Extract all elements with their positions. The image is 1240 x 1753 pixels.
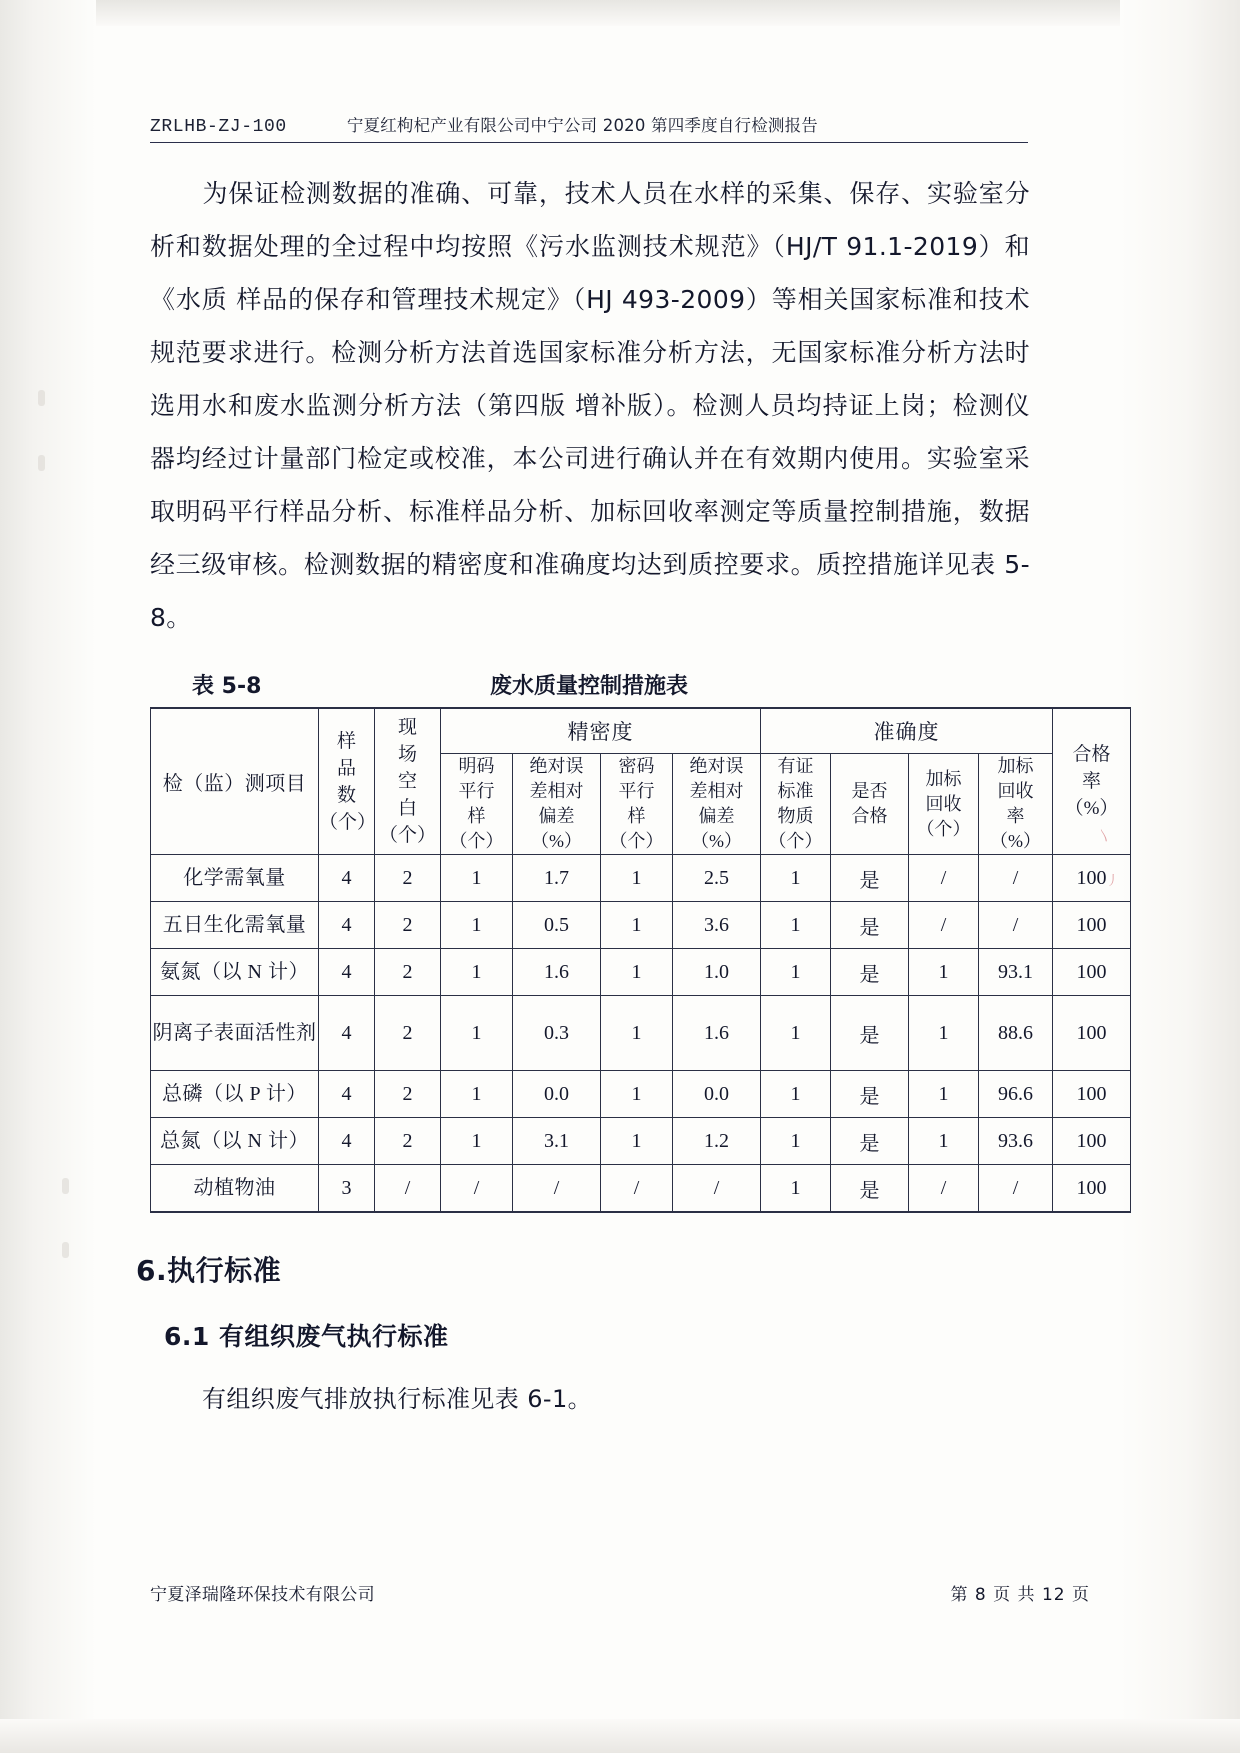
body-paragraph [150, 167, 1030, 644]
column-header-spike-recovery [979, 754, 1053, 855]
row-item-name: 化学需氧量 [151, 855, 319, 902]
row-item-name: 总氮（以 N 计） [151, 1118, 319, 1165]
group-header-accuracy: 准确度 [761, 708, 1053, 754]
cell-spike-recovery: 93.1 [979, 949, 1053, 996]
table-caption [150, 669, 1030, 703]
cell-crm: 1 [761, 855, 831, 902]
cell-pass-rate: 100 [1053, 996, 1131, 1071]
cell-open-rel-dev: 0.5 [513, 902, 601, 949]
blind-parallel-unit: （个） [609, 831, 664, 851]
field-blank-unit: （个） [378, 825, 436, 846]
cell-open-parallel: 1 [441, 1071, 513, 1118]
cell-sample-count: 3 [319, 1165, 375, 1213]
cell-blind-parallel: 1 [601, 1071, 673, 1118]
blind-parallel-line-1: 密码 [618, 756, 655, 776]
cell-spike-recovery: / [979, 902, 1053, 949]
red-ink-mark: 〵 [1098, 829, 1112, 844]
open-rel-dev-unit: （%） [531, 831, 582, 851]
spike-count-line-1: 加标 [925, 768, 962, 789]
cell-sample-count: 4 [319, 1118, 375, 1165]
cell-sample-count: 4 [319, 996, 375, 1071]
section-heading-6-1: 6.1 有组织废气执行标准 [164, 1322, 449, 1351]
row-item-name: 五日生化需氧量 [151, 902, 319, 949]
pass-rate-line-2: 率 [1081, 771, 1101, 792]
crm-line-2: 标准 [777, 781, 814, 801]
cell-pass-rate: 100 [1053, 949, 1131, 996]
table-row [151, 902, 1131, 949]
cell-qualified: 是 [831, 1165, 909, 1213]
sample-count-char-2: 品 [336, 757, 356, 779]
column-header-blind-rel-dev [673, 754, 761, 855]
blind-rel-dev-line-1: 绝对误 [689, 756, 744, 776]
cell-qualified: 是 [831, 855, 909, 902]
cell-spike-count: 1 [909, 949, 979, 996]
section-6-1-paragraph: 有组织废气排放执行标准见表 6-1。 [202, 1385, 593, 1413]
cell-crm: 1 [761, 949, 831, 996]
cell-pass-rate: 100 [1053, 1118, 1131, 1165]
field-blank-char-1: 现 [397, 717, 417, 738]
page-footer [150, 1580, 1090, 1605]
cell-qualified: 是 [831, 1118, 909, 1165]
cell-blind-parallel: 1 [601, 996, 673, 1071]
cell-blind-rel-dev: / [673, 1165, 761, 1213]
cell-field-blank: 2 [375, 949, 441, 996]
binding-hole [62, 1242, 69, 1258]
cell-blind-parallel: / [601, 1165, 673, 1213]
table-title: 废水质量控制措施表 [490, 674, 689, 699]
column-header-sample-count [319, 708, 375, 855]
column-header-spike-count [909, 754, 979, 855]
column-header-pass-rate [1053, 708, 1131, 855]
open-parallel-line-1: 明码 [458, 756, 495, 776]
cell-blind-rel-dev: 1.0 [673, 949, 761, 996]
cell-crm: 1 [761, 996, 831, 1071]
cell-field-blank: 2 [375, 855, 441, 902]
spike-recovery-line-3: 率 [1006, 806, 1025, 826]
sample-count-char-3: 数 [336, 784, 356, 806]
cell-blind-rel-dev: 2.5 [673, 855, 761, 902]
table-row [151, 1071, 1131, 1118]
cell-open-parallel: 1 [441, 1118, 513, 1165]
quality-control-table [150, 707, 1131, 1213]
cell-open-parallel: 1 [441, 996, 513, 1071]
cell-pass-rate: 100 [1053, 1165, 1131, 1213]
cell-pass-rate: 100 [1053, 1071, 1131, 1118]
open-parallel-line-2: 平行 [458, 781, 495, 801]
cell-blind-rel-dev: 1.6 [673, 996, 761, 1071]
field-blank-char-3: 空 [397, 771, 417, 792]
table-row [151, 996, 1131, 1071]
row-item-name: 氨氮（以 N 计） [151, 949, 319, 996]
qualified-line-2: 合格 [851, 806, 888, 826]
binding-hole [38, 455, 45, 471]
open-rel-dev-line-2: 差相对 [529, 781, 584, 801]
sample-count-unit: （个） [319, 811, 377, 833]
spike-recovery-unit: （%） [990, 831, 1041, 851]
spike-count-unit: （个） [916, 818, 971, 839]
cell-qualified: 是 [831, 949, 909, 996]
cell-pass-rate: 100 [1053, 855, 1131, 902]
cell-sample-count: 4 [319, 949, 375, 996]
column-header-blind-parallel [601, 754, 673, 855]
cell-spike-recovery: / [979, 1165, 1053, 1213]
page-content [136, 112, 1119, 1414]
section-heading-6: 6.执行标准 [136, 1254, 282, 1287]
column-header-field-blank [375, 708, 441, 855]
crm-unit: （个） [768, 831, 823, 851]
spike-recovery-line-2: 回收 [997, 781, 1034, 801]
table-row [151, 1118, 1131, 1165]
cell-sample-count: 4 [319, 1071, 375, 1118]
binding-hole [62, 1178, 69, 1194]
body-paragraph-text: 为保证检测数据的准确、可靠，技术人员在水样的采集、保存、实验室分析和数据处理的全过程中均按照《污水监测技术规范》（HJ/T 91.1-2019）和《水质 样品的保存和管理技术规定》（HJ 493-2009）等相关国家标准和技术规范要求进行。检测分析方法首选国家标准分析方法，无国家标准分析方法时选用水和废水监测分析方法（第四版 增补版）。检测人员均持证上岗；检测仪器均经过计量部门检定或校准，本公司进行确认并在有效期内使用。实验室采取明码平行样品分析、标准样品分析、加标回收率测定等质量控制措施，数据经三级审核。检测数据的精密度和准确度均达到质控要求。质控措施详见表 5-8。 [150, 179, 1030, 632]
scan-edge-bottom [0, 1719, 1240, 1753]
column-header-qualified [831, 754, 909, 855]
scan-edge-top [0, 0, 1240, 26]
cell-sample-count: 4 [319, 902, 375, 949]
cell-qualified: 是 [831, 902, 909, 949]
blind-parallel-line-2: 平行 [618, 781, 655, 801]
cell-blind-parallel: 1 [601, 949, 673, 996]
column-header-item: 检（监）测项目 [151, 708, 319, 855]
cell-pass-rate: 100 [1053, 902, 1131, 949]
pass-rate-unit: （%） [1064, 798, 1119, 819]
column-header-open-parallel [441, 754, 513, 855]
footer-company: 宁夏泽瑞隆环保技术有限公司 [150, 1585, 375, 1605]
sample-count-char-1: 样 [336, 730, 356, 752]
cell-open-rel-dev: 3.1 [513, 1118, 601, 1165]
row-item-name: 总磷（以 P 计） [151, 1071, 319, 1118]
cell-spike-count: 1 [909, 1071, 979, 1118]
cell-open-rel-dev: 1.7 [513, 855, 601, 902]
cell-sample-count: 4 [319, 855, 375, 902]
cell-open-parallel: / [441, 1165, 513, 1213]
running-header [150, 112, 1028, 143]
table-row [151, 949, 1131, 996]
crm-line-3: 物质 [777, 806, 814, 826]
blind-rel-dev-line-2: 差相对 [689, 781, 744, 801]
cell-crm: 1 [761, 1071, 831, 1118]
column-header-crm [761, 754, 831, 855]
open-parallel-unit: （个） [449, 831, 504, 851]
cell-spike-count: 1 [909, 1118, 979, 1165]
row-item-name: 阴离子表面活性剂 [151, 996, 319, 1071]
document-code: ZRLHB-ZJ-100 [150, 117, 287, 137]
cell-open-parallel: 1 [441, 902, 513, 949]
open-rel-dev-line-3: 偏差 [538, 806, 575, 826]
cell-field-blank: 2 [375, 1118, 441, 1165]
cell-spike-count: / [909, 902, 979, 949]
cell-crm: 1 [761, 1165, 831, 1213]
cell-open-rel-dev: 0.0 [513, 1071, 601, 1118]
cell-field-blank: 2 [375, 1071, 441, 1118]
footer-page-number: 第 8 页 共 12 页 [950, 1585, 1090, 1605]
cell-open-rel-dev: 1.6 [513, 949, 601, 996]
table-row [151, 1165, 1131, 1213]
cell-spike-recovery: 93.6 [979, 1118, 1053, 1165]
scan-edge-left [0, 0, 96, 1753]
cell-field-blank: / [375, 1165, 441, 1213]
field-blank-char-4: 白 [397, 798, 417, 819]
cell-spike-count: / [909, 1165, 979, 1213]
cell-open-rel-dev: / [513, 1165, 601, 1213]
blind-rel-dev-unit: （%） [691, 831, 742, 851]
cell-open-parallel: 1 [441, 855, 513, 902]
row-item-name: 动植物油 [151, 1165, 319, 1213]
cell-open-rel-dev: 0.3 [513, 996, 601, 1071]
cell-blind-rel-dev: 3.6 [673, 902, 761, 949]
scan-edge-right [1120, 0, 1240, 1753]
cell-blind-parallel: 1 [601, 902, 673, 949]
field-blank-char-2: 场 [397, 744, 417, 765]
cell-open-parallel: 1 [441, 949, 513, 996]
group-header-precision: 精密度 [441, 708, 761, 754]
report-title: 宁夏红枸杞产业有限公司中宁公司 2020 第四季度自行检测报告 [346, 116, 819, 135]
cell-blind-rel-dev: 0.0 [673, 1071, 761, 1118]
cell-field-blank: 2 [375, 996, 441, 1071]
crm-line-1: 有证 [777, 756, 814, 776]
cell-qualified: 是 [831, 996, 909, 1071]
blind-parallel-line-3: 样 [627, 806, 646, 826]
cell-qualified: 是 [831, 1071, 909, 1118]
blind-rel-dev-line-3: 偏差 [698, 806, 735, 826]
qualified-line-1: 是否 [851, 781, 888, 801]
cell-blind-parallel: 1 [601, 1118, 673, 1165]
binding-hole [38, 390, 45, 406]
open-rel-dev-line-1: 绝对误 [529, 756, 584, 776]
cell-spike-count: / [909, 855, 979, 902]
column-header-open-rel-dev [513, 754, 601, 855]
cell-spike-recovery: 88.6 [979, 996, 1053, 1071]
spike-recovery-line-1: 加标 [997, 756, 1034, 776]
cell-blind-parallel: 1 [601, 855, 673, 902]
open-parallel-line-3: 样 [467, 806, 486, 826]
spike-count-line-2: 回收 [925, 793, 962, 814]
cell-crm: 1 [761, 1118, 831, 1165]
table-row [151, 855, 1131, 902]
red-ink-mark: 丿 [1106, 873, 1120, 888]
table-number: 表 5-8 [192, 674, 262, 699]
pass-rate-line-1: 合格 [1072, 744, 1111, 765]
cell-blind-rel-dev: 1.2 [673, 1118, 761, 1165]
cell-field-blank: 2 [375, 902, 441, 949]
cell-crm: 1 [761, 902, 831, 949]
cell-spike-count: 1 [909, 996, 979, 1071]
cell-spike-recovery: / [979, 855, 1053, 902]
table-header-row-1 [151, 708, 1131, 754]
cell-spike-recovery: 96.6 [979, 1071, 1053, 1118]
